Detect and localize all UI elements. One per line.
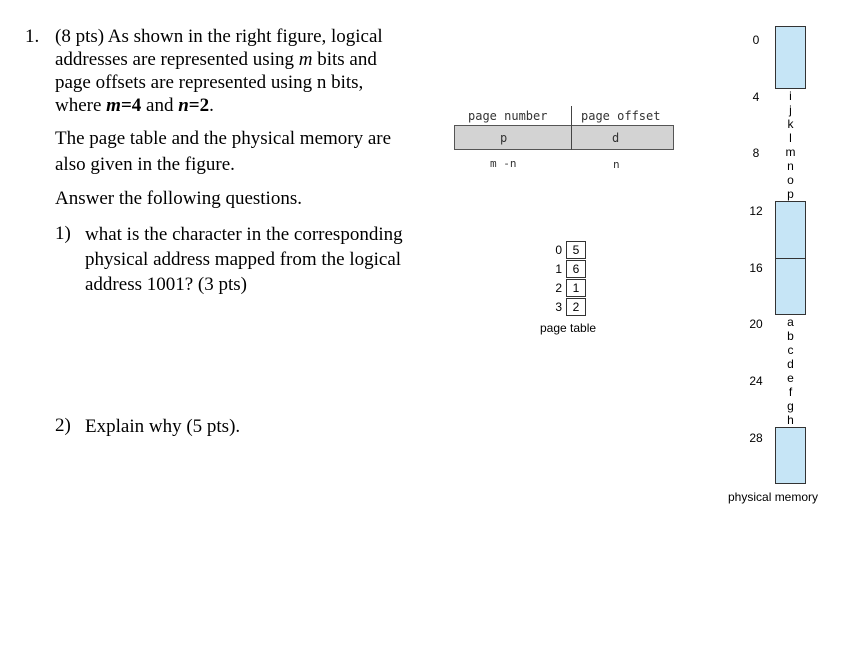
frame-boundary xyxy=(775,258,806,259)
answer-prompt: Answer the following questions. xyxy=(55,188,302,209)
memory-address: 12 xyxy=(749,204,763,218)
memory-cell: d xyxy=(775,357,806,371)
memory-cell: n xyxy=(775,159,806,173)
subquestion-2-number: 2) xyxy=(55,415,71,436)
memory-cell: b xyxy=(775,329,806,343)
page-table-caption: page table xyxy=(540,321,597,335)
address-format-box xyxy=(454,125,674,150)
frame-boundary xyxy=(775,427,806,428)
memory-cell: j xyxy=(775,103,806,117)
page-table-frame: 2 xyxy=(566,298,586,316)
memory-cell: m xyxy=(775,145,806,159)
page-number-label: page number xyxy=(468,109,548,123)
frame-boundary xyxy=(775,201,806,202)
memory-address: 16 xyxy=(749,261,763,275)
question-line-2: addresses are represented using m bits and xyxy=(55,49,377,70)
page-number-field: p xyxy=(500,131,508,145)
memory-cell: o xyxy=(775,173,806,187)
memory-address: 20 xyxy=(749,317,763,331)
memory-cell: f xyxy=(775,385,806,399)
memory-cell: c xyxy=(775,343,806,357)
page-table-index: 0 xyxy=(555,243,562,257)
page-offset-label: page offset xyxy=(581,109,661,123)
memory-address: 28 xyxy=(749,431,763,445)
subquestion-2-text: Explain why (5 pts). xyxy=(85,416,241,437)
page-offset-bits: n xyxy=(613,158,620,171)
physical-memory-caption: physical memory xyxy=(728,490,819,504)
memory-cell: g xyxy=(775,399,806,413)
question-line-1: (8 pts) As shown in the right figure, logical xyxy=(55,26,383,47)
memory-cell: l xyxy=(775,131,806,145)
page-table-frame: 1 xyxy=(566,279,586,297)
memory-address: 24 xyxy=(749,374,763,388)
page-offset-field: d xyxy=(612,131,620,145)
address-format-divider xyxy=(571,106,572,150)
page-table-description: The page table and the physical memory are also given in the figure. xyxy=(55,128,392,175)
memory-address: 4 xyxy=(752,90,760,104)
memory-cell: a xyxy=(775,315,806,329)
memory-cell: e xyxy=(775,371,806,385)
question-number: 1. xyxy=(25,26,40,47)
memory-cell: k xyxy=(775,117,806,131)
page-table-frame: 6 xyxy=(566,260,586,278)
memory-cell: i xyxy=(775,89,806,103)
page-number-bits: m -n xyxy=(490,157,517,170)
page-table-index: 1 xyxy=(555,262,562,276)
question-intro xyxy=(55,25,425,117)
memory-address: 0 xyxy=(752,33,760,47)
page-table-frame: 5 xyxy=(566,241,586,259)
subquestion-1-number: 1) xyxy=(55,223,71,244)
memory-cell: p xyxy=(775,187,806,201)
subquestion-1-text: what is the character in the corresponding physical address mapped from the logical address 1001? (3 pts) xyxy=(85,224,403,295)
question-line-3: page offsets are represented using n bits, xyxy=(55,72,364,93)
memory-address: 8 xyxy=(752,146,760,160)
memory-cell: h xyxy=(775,413,806,427)
question-line-4: where m=4 and n=2. xyxy=(55,95,214,116)
page-table-index: 3 xyxy=(555,300,562,314)
page-table-index: 2 xyxy=(555,281,562,295)
